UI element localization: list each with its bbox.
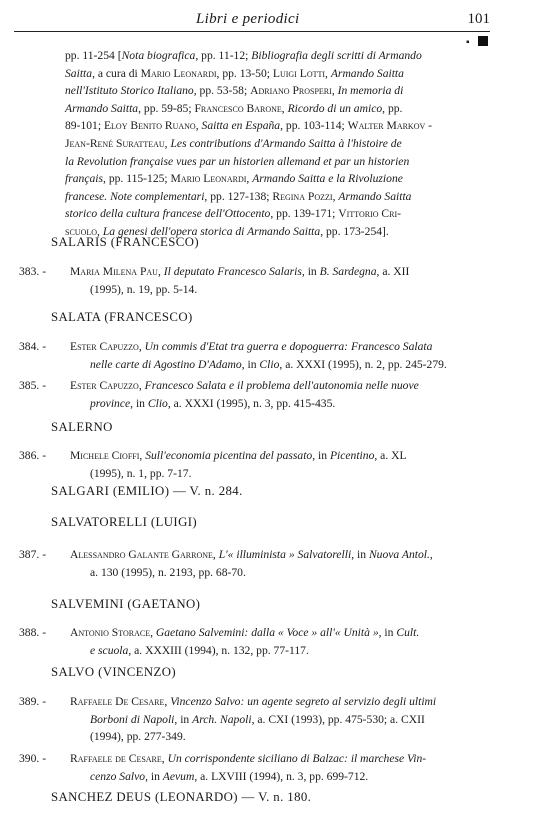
entry-line: [70, 642, 500, 660]
text-run: ,: [97, 224, 103, 238]
text-run: ,: [161, 752, 168, 765]
text-run: Adriano Prosperi: [250, 84, 332, 98]
running-title: Libri e periodici: [196, 11, 300, 27]
text-run: , a. XL: [374, 449, 407, 462]
text-run: Raffaele De Cesare: [70, 695, 165, 708]
section-heading: SALVO (VINCENZO): [51, 665, 177, 679]
text-run: (1995), n. 19, pp. 5-14.: [90, 282, 198, 296]
text-run: ,: [150, 626, 156, 639]
text-run: , pp. 127-138;: [204, 189, 273, 203]
entry-line: [70, 263, 500, 281]
text-run: 89-101;: [65, 119, 104, 133]
section-heading: SALVEMINI (GAETANO): [51, 597, 201, 611]
text-run: ,: [332, 189, 339, 203]
text-run: , a. CXI (1993), pp. 475-530; a. CXII: [251, 712, 425, 726]
entry-line: [70, 750, 500, 768]
entry-text: [70, 377, 500, 412]
text-line: [65, 135, 485, 153]
text-run: Luigi Lotti: [272, 66, 326, 80]
text-run: nell'Istituto Storico Italiano: [65, 84, 194, 98]
text-run: , pp. 13-50;: [216, 66, 273, 80]
entry-line: [70, 377, 500, 395]
text-run: Mario Leonardi: [140, 66, 217, 80]
text-run: Arch. Napoli: [192, 712, 252, 726]
entry-text: [70, 546, 500, 581]
text-run: province: [90, 396, 131, 410]
text-run: ,: [164, 136, 171, 150]
text-run: ,: [325, 66, 331, 80]
text-run: Picentino: [329, 449, 375, 462]
text-run: , pp. 103-114;: [280, 119, 348, 133]
text-run: Ester Capuzzo: [70, 340, 139, 353]
entry-number: 383. -: [19, 265, 47, 278]
text-run: cenzo Salvo: [90, 769, 146, 783]
text-run: Ester Capuzzo: [70, 379, 139, 392]
text-run: ,: [195, 119, 202, 133]
entry-number: 384. -: [19, 340, 47, 353]
text-run: Saitta en España: [201, 119, 281, 133]
text-line: [65, 100, 485, 118]
entry-line: [70, 546, 500, 564]
entry-text: [70, 693, 500, 746]
print-smudge: [478, 36, 488, 46]
text-line: [65, 153, 485, 171]
entry-text: [70, 750, 500, 785]
text-line: [65, 170, 485, 188]
text-run: ,: [138, 340, 145, 353]
text-run: , a cura di: [92, 66, 141, 80]
text-run: In memoria di: [337, 84, 404, 98]
entry-line: [70, 768, 500, 786]
text-run: Aevum: [162, 769, 195, 783]
text-run: français: [65, 172, 104, 186]
text-run: (1995), n. 1, pp. 7-17.: [90, 466, 192, 480]
text-run: Antonio Storace: [70, 626, 151, 639]
text-line: [65, 65, 485, 83]
text-run: , in: [312, 449, 330, 462]
text-run: , pp. 173-254].: [320, 224, 389, 238]
section-heading: SALGARI (EMILIO) — V. n. 284.: [51, 484, 243, 498]
text-run: Bibliografia degli scritti di Armando: [251, 49, 422, 62]
section-heading: SALARIS (FRANCESCO): [51, 235, 200, 249]
text-run: e scuola: [90, 643, 129, 657]
text-run: ,: [138, 379, 145, 392]
entry-line: [70, 395, 500, 413]
entry-text: [70, 447, 500, 482]
text-run: , in: [241, 357, 260, 371]
text-run: Il deputato Francesco Salaris: [163, 265, 302, 278]
text-run: Armando Saitta: [338, 189, 412, 203]
text-run: , in: [130, 396, 148, 410]
text-run: Francesco Barone: [194, 101, 282, 115]
entry-number: 385. -: [19, 379, 47, 392]
text-run: L'« illuminista » Salvatorelli: [218, 548, 352, 561]
text-run: Clio: [147, 396, 168, 410]
text-run: , in: [378, 626, 397, 639]
text-run: ,: [212, 548, 219, 561]
text-run: Nota biografica: [121, 49, 196, 62]
entry-number: 389. -: [19, 695, 47, 708]
text-run: Michele Cioffi: [70, 449, 140, 462]
text-run: Mario Leonardi: [170, 172, 247, 186]
entry-line: [70, 447, 500, 465]
page-number: 101: [467, 11, 490, 27]
entry-line: [70, 281, 500, 299]
text-run: (1994), pp. 277-349.: [90, 730, 186, 744]
text-run: Clio: [259, 357, 280, 371]
text-run: , a. XII: [376, 265, 410, 278]
text-line: [65, 188, 485, 206]
entry-text: [70, 338, 500, 373]
text-run: a. 130 (1995), n. 2193, pp. 68-70.: [90, 565, 246, 579]
text-run: Un corrispondente siciliano di Balzac: il marchese Vin-: [167, 752, 427, 765]
text-run: , pp. 139-171;: [270, 207, 339, 221]
text-run: , pp. 11-12;: [195, 49, 252, 62]
text-run: , in: [174, 712, 193, 726]
text-run: , in: [145, 769, 163, 783]
entry-line: [70, 465, 500, 483]
text-run: Un commis d'Etat tra guerra e dopoguerra: Francesco Salata: [144, 340, 433, 353]
entry-line: [70, 338, 500, 356]
text-run: , pp. 115-125;: [103, 172, 171, 186]
text-run: Sull'economia picentina del passato: [145, 449, 313, 462]
text-run: Armando Saitta: [65, 101, 139, 115]
text-run: , a. XXXI (1995), n. 3, pp. 415-435.: [167, 396, 336, 410]
text-run: Borboni di Napoli: [90, 712, 175, 726]
text-line: [65, 117, 485, 135]
entry-line: [70, 728, 500, 746]
text-line: [65, 205, 485, 223]
print-mark: ▪: [466, 37, 470, 48]
text-run: , pp.: [382, 101, 403, 115]
text-run: , in: [351, 548, 369, 561]
text-run: ,: [139, 449, 146, 462]
text-run: , a. XXXI (1995), n. 2, pp. 245-279.: [279, 357, 447, 371]
text-run: storico della cultura francese dell'Ottocento: [65, 207, 271, 221]
text-run: Raffaele de Cesare: [70, 752, 162, 765]
section-heading: SALERNO: [51, 420, 113, 434]
text-run: , a. LXVIII (1994), n. 3, pp. 699-712.: [194, 769, 369, 783]
text-run: nelle carte di Agostino D'Adamo: [90, 357, 242, 371]
text-run: -: [425, 119, 433, 133]
page-header: [14, 9, 490, 32]
text-run: Jean-René Suratteau: [65, 136, 165, 150]
text-run: scuolo: [65, 224, 98, 238]
text-run: Gaetano Salvemini: dalla « Voce » all'« Unità »: [155, 626, 379, 639]
text-run: Les contributions d'Armando Saitta à l'histoire de: [170, 136, 402, 150]
entry-text: [70, 263, 500, 298]
entry-number: 387. -: [19, 548, 47, 561]
section-heading: SALVATORELLI (LUIGI): [51, 515, 198, 529]
text-run: la Revolution française vues par un historien allemand et par un historien: [65, 154, 410, 168]
text-run: La genesi dell'opera storica di Armando Saitta: [102, 224, 321, 238]
text-run: ,: [281, 101, 288, 115]
text-run: pp. 11-254 [: [65, 49, 122, 62]
text-run: Maria Milena Pau: [70, 265, 158, 278]
text-run: Nuova Antol.: [368, 548, 430, 561]
text-run: ,: [157, 265, 164, 278]
text-line: [65, 47, 485, 65]
text-run: Walter Markov: [347, 119, 426, 133]
text-run: ,: [164, 695, 171, 708]
text-run: ,: [331, 84, 338, 98]
entry-number: 388. -: [19, 626, 47, 639]
entry-number: 390. -: [19, 752, 47, 765]
text-run: , pp. 53-58;: [193, 84, 251, 98]
text-run: ,: [429, 548, 433, 561]
text-run: B. Sardegna: [319, 265, 377, 278]
entry-line: [70, 356, 500, 374]
text-run: , in: [301, 265, 320, 278]
text-run: Alessandro Galante Garrone: [70, 548, 213, 561]
text-run: Ricordo di un amico: [287, 101, 383, 115]
entry-line: [70, 624, 500, 642]
continued-entry: [65, 47, 485, 241]
text-run: Eloy Benito Ruano: [103, 119, 196, 133]
text-line: [65, 82, 485, 100]
text-run: Armando Saitta e la Rivoluzione: [252, 172, 403, 186]
text-run: Vittorio Cri-: [338, 207, 402, 221]
entry-line: [70, 564, 500, 582]
text-run: Vincenzo Salvo: un agente segreto al servizio degli ultimi: [170, 695, 437, 708]
section-heading: SALATA (FRANCESCO): [51, 310, 193, 324]
text-run: Cult.: [396, 626, 420, 639]
text-run: Regina Pozzi: [272, 189, 333, 203]
text-run: Armando Saitta: [330, 66, 404, 80]
text-run: Francesco Salata e il problema dell'autonomia nelle nuove: [144, 379, 419, 392]
text-run: , a. XXXIII (1994), n. 132, pp. 77-117.: [128, 643, 309, 657]
entry-number: 386. -: [19, 449, 47, 462]
entry-text: [70, 624, 500, 659]
section-heading: SANCHEZ DEUS (LEONARDO) — V. n. 180.: [51, 790, 312, 804]
text-run: , pp. 59-85;: [138, 101, 195, 115]
entry-line: [70, 693, 500, 711]
text-run: francese. Note complementari: [65, 189, 205, 203]
text-run: ,: [246, 172, 253, 186]
text-run: Saitta: [65, 66, 93, 80]
entry-line: [70, 711, 500, 729]
